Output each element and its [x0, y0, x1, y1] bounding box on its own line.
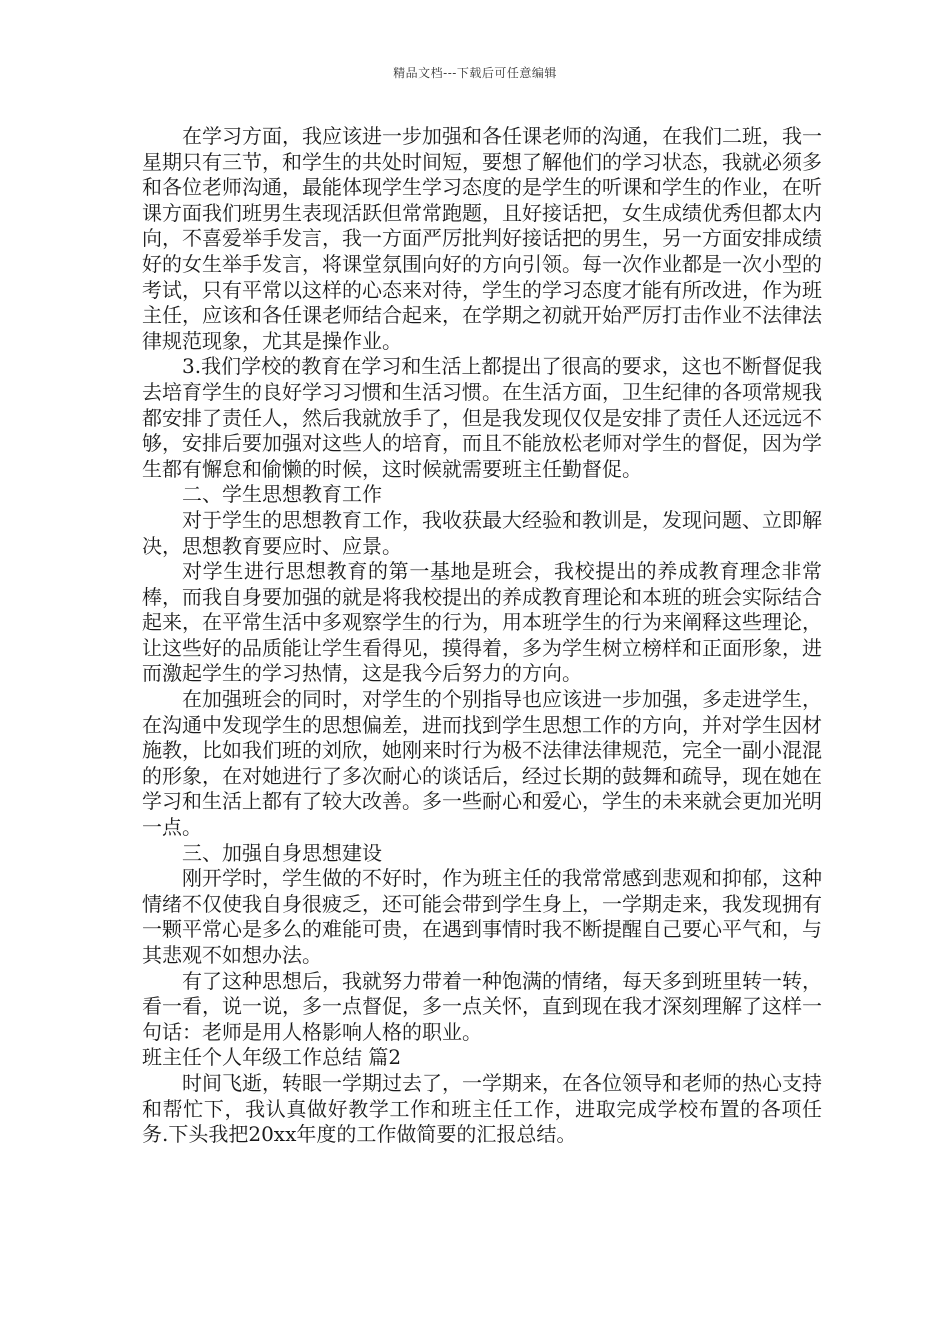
paragraph-habits: 3.我们学校的教育在学习和生活上都提出了很高的要求，这也不断督促我去培育学生的良好学习习惯和生活习惯。在生活方面，卫生纪律的各项常规我都安排了责任人，然后我就放手了，但是我发现仅仅是安排了责任人还远远不够，安排后要加强对这些人的培育，而且不能放松老师对学生的督促，因为学生都有懈怠和偷懒的时候，这时候就需要班主任勤督促。: [142, 354, 822, 481]
section-heading-ideology: 二、学生思想教育工作: [182, 482, 382, 507]
paragraph-study: 在学习方面，我应该进一步加强和各任课老师的沟通，在我们二班，我一星期只有三节，和学生的共处时间短，要想了解他们的学习状态，我就必须多和各位老师沟通，最能体现学生学习态度的是学生的听课和学生的作业，在听课方面我们班男生表现活跃但常常跑题，且好接话把，女生成绩优秀但都太内向，不喜爱举手发言，我一方面严厉批判好接话把的男生，另一方面安排成绩好的女生举手发言，将课堂氛围向好的方向引领。每一次作业都是一次小型的考试，只有平常以这样的心态来对待，学生的学习态度才能有所改进，作为班主任，应该和各任课老师结合起来，在学期之初就开始严厉打击作业不法律法律规范现象，尤其是操作业。: [142, 124, 822, 353]
page-header: 精品文档---下载后可任意编辑: [393, 66, 557, 80]
paragraph-ideology-lesson: 对于学生的思想教育工作，我收获最大经验和教训是，发现问题、立即解决，思想教育要应时、应景。: [142, 507, 822, 558]
document-body: [142, 124, 822, 1148]
paragraph-self-mindset: 刚开学时，学生做的不好时，作为班主任的我常常感到悲观和抑郁，这种情绪不仅使我自身很疲乏，还可能会带到学生身上，一学期走来，我发现拥有一颗平常心是多么的难能可贵，在遇到事情时我不断提醒自己要心平气和，与其悲观不如想办法。: [142, 866, 822, 967]
paragraph-individual-guidance: 在加强班会的同时，对学生的个别指导也应该进一步加强，多走进学生，在沟通中发现学生的思想偏差，进而找到学生思想工作的方向，并对学生因材施教，比如我们班的刘欣，她刚来时行为极不法律法律规范，完全一副小混混的形象，在对她进行了多次耐心的谈话后，经过长期的鼓舞和疏导，现在她在学习和生活上都有了较大改善。多一些耐心和爱心，学生的未来就会更加光明一点。: [142, 687, 822, 840]
section-heading-self: 三、加强自身思想建设: [182, 840, 382, 865]
document-subtitle: 班主任个人年级工作总结 篇2: [142, 1045, 402, 1070]
paragraph-class-meeting: 对学生进行思想教育的第一基地是班会，我校提出的养成教育理念非常棒，而我自身要加强的就是将我校提出的养成教育理论和本班的班会实际结合起来，在平常生活中多观察学生的行为，用本班学生的行为来阐释这些理论，让这些好的品质能让学生看得见，摸得着，多为学生树立榜样和正面形象，进而激起学生的学习热情，这是我今后努力的方向。: [142, 559, 822, 686]
paragraph-intro-2: 时间飞逝，转眼一学期过去了，一学期来，在各位领导和老师的热心支持和帮忙下，我认真做好教学工作和班主任工作，进取完成学校布置的各项任务.下头我把20xx年度的工作做简要的汇报总结。: [142, 1070, 822, 1147]
paragraph-self-emotion: 有了这种思想后，我就努力带着一种饱满的情绪，每天多到班里转一转，看一看，说一说，多一点督促，多一点关怀，直到现在我才深刻理解了这样一句话：老师是用人格影响人格的职业。: [142, 968, 822, 1044]
